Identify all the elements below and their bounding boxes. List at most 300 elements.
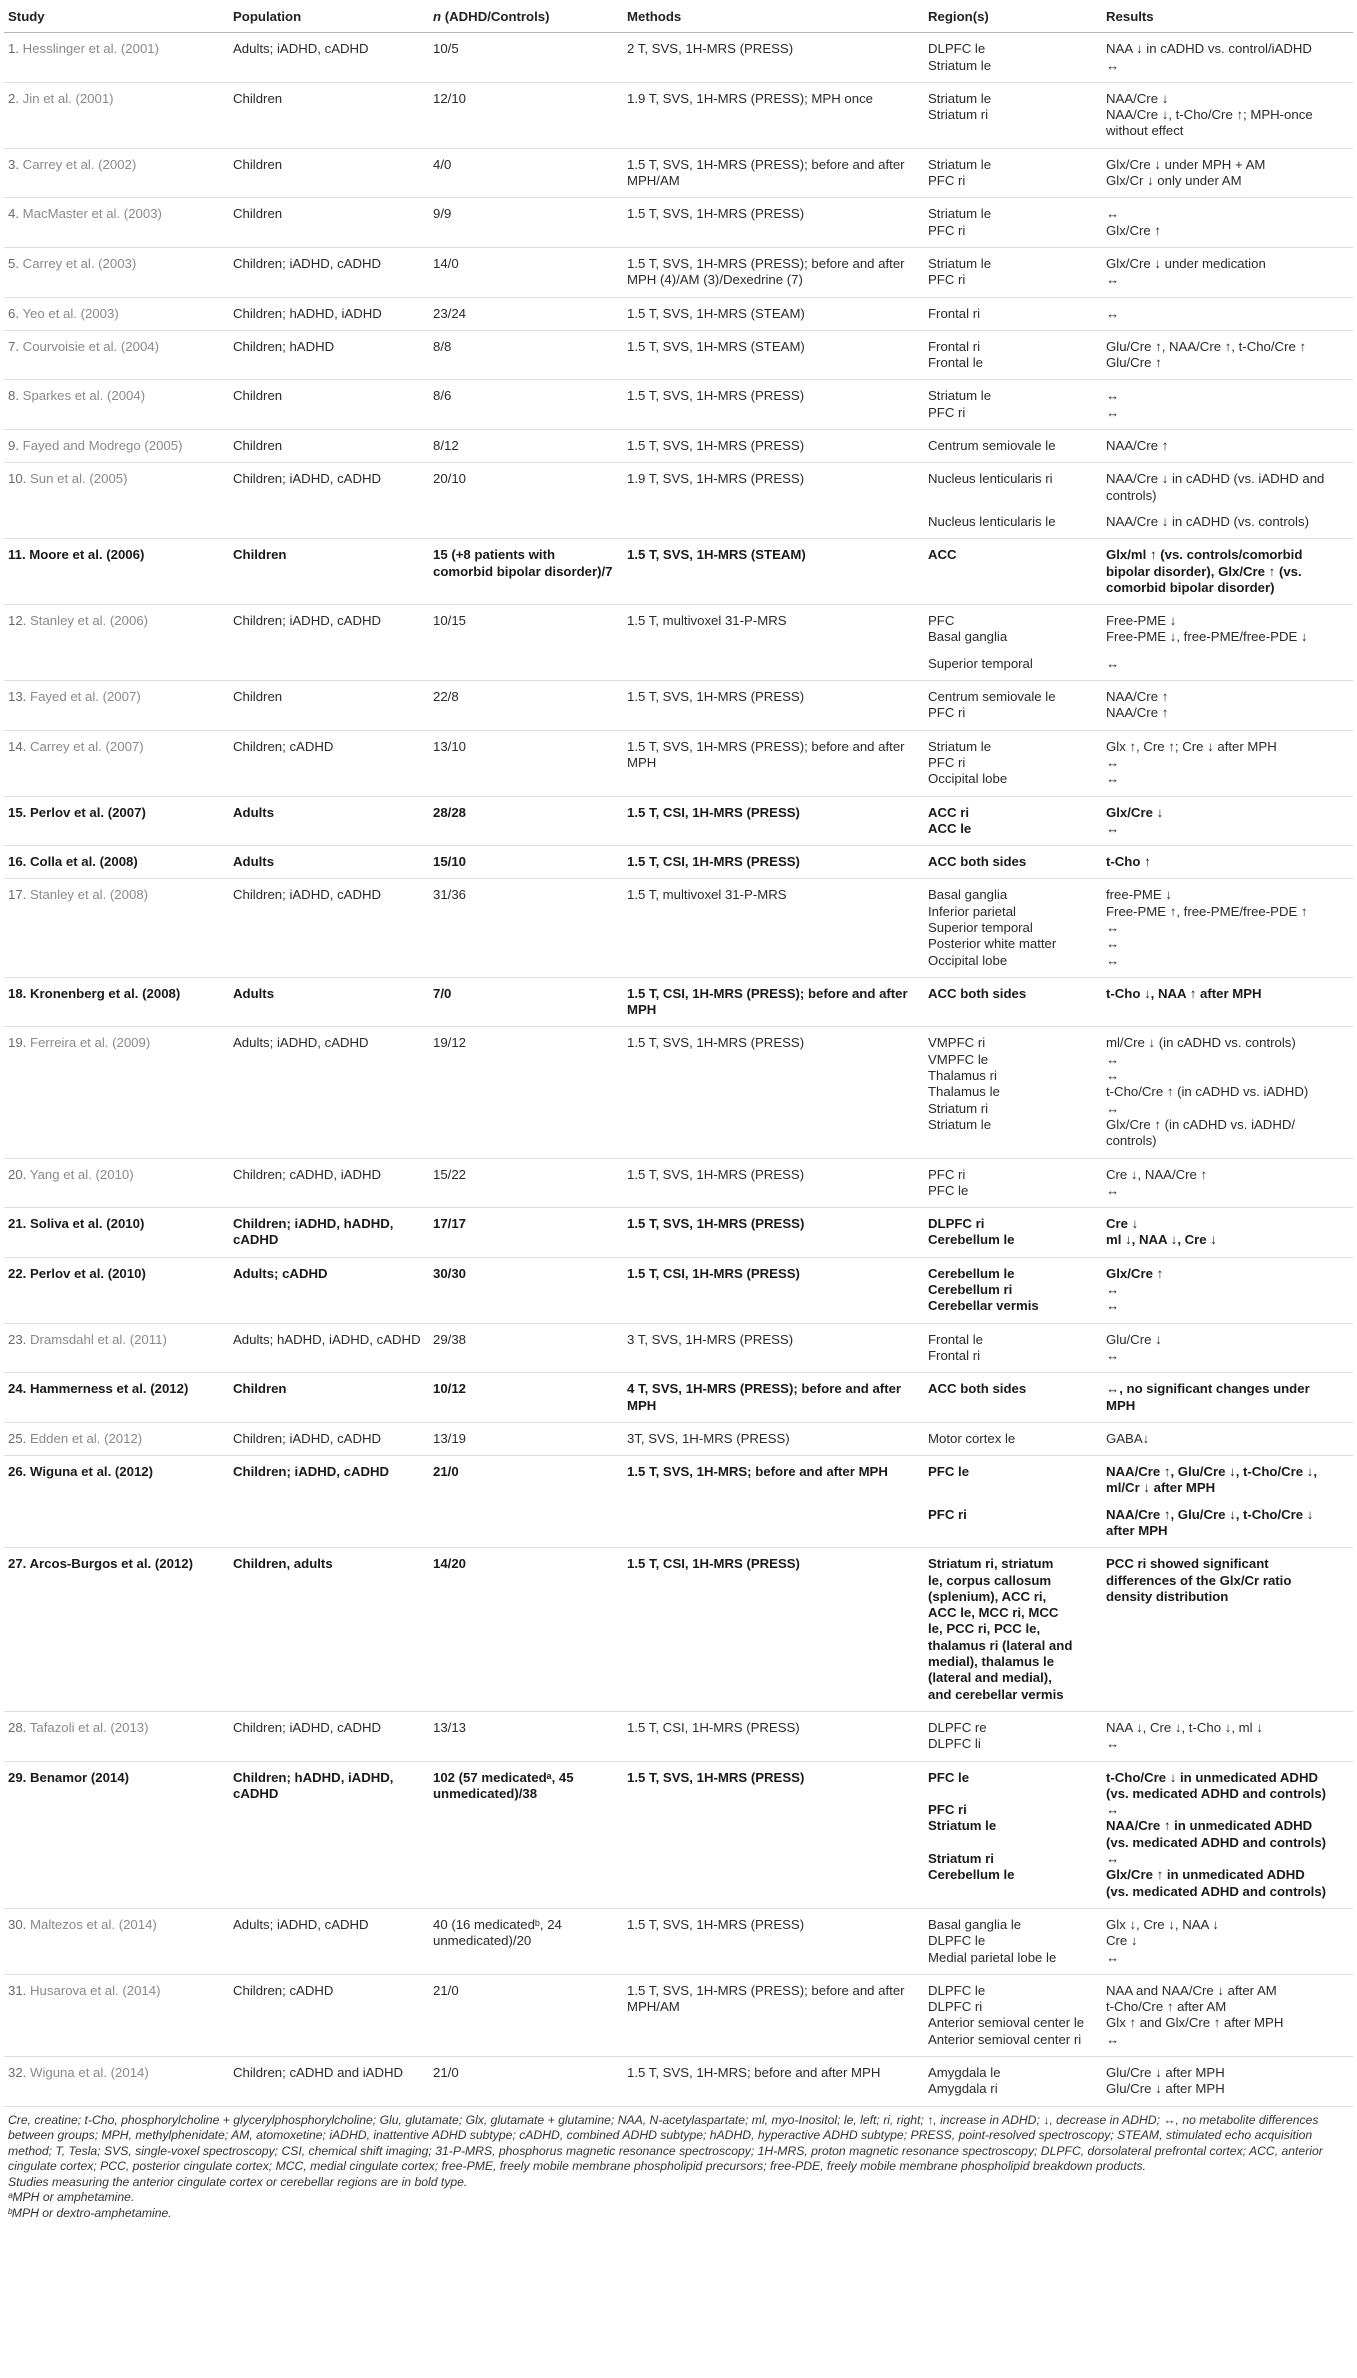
cell-results	[1102, 1257, 1353, 1323]
region-line: Superior temporal	[928, 919, 1033, 935]
table-row	[4, 82, 1353, 148]
region-line: ACC ri	[928, 804, 970, 820]
result-line: (vs. medicated ADHD and controls)	[1106, 1785, 1327, 1801]
result-line: Glx/Cre ↑ (in cADHD vs. iADHD/	[1106, 1116, 1296, 1132]
cell-methods: 1.9 T, SVS, 1H-MRS (PRESS)	[623, 463, 924, 539]
cell-study	[4, 2057, 229, 2107]
table-row	[4, 1761, 1353, 1908]
study-number: 24.	[8, 1381, 27, 1397]
result-line: ↔	[1106, 2031, 1120, 2047]
cell-regions	[924, 846, 1102, 879]
region-line: Cerebellar vermis	[928, 1298, 1039, 1314]
region-line: Frontal le	[928, 1331, 983, 1347]
result-line: NAA/Cre ↑ in unmedicated ADHD	[1106, 1818, 1313, 1834]
result-line: t-Cho ↓, NAA ↑ after MPH	[1106, 985, 1262, 1001]
cell-study	[4, 846, 229, 879]
cell-results	[1102, 539, 1353, 605]
region-line: Cerebellum le	[928, 1232, 1015, 1248]
region-line: Nucleus lenticularis le	[928, 513, 1056, 529]
cell-n: 102 (57 medicatedᵃ, 45 unmedicated)/38	[429, 1761, 623, 1908]
cell-population: Adults; hADHD, iADHD, cADHD	[229, 1323, 429, 1373]
cell-population: Adults; iADHD, cADHD	[229, 1027, 429, 1158]
study-number: 22.	[8, 1265, 27, 1281]
cell-results	[1102, 730, 1353, 796]
cell-regions	[924, 1711, 1102, 1761]
cell-population: Children; hADHD, iADHD	[229, 297, 429, 330]
result-line: (vs. medicated ADHD and controls)	[1106, 1883, 1327, 1899]
cell-n: 17/17	[429, 1208, 623, 1258]
cell-population: Adults	[229, 846, 429, 879]
study-number: 21.	[8, 1216, 27, 1232]
region-line: PFC ri	[928, 705, 966, 721]
cell-methods: 1.5 T, SVS, 1H-MRS (PRESS)	[623, 430, 924, 463]
study-name: Kronenberg et al. (2008)	[30, 985, 181, 1001]
cell-study	[4, 977, 229, 1027]
region-line: Striatum ri	[928, 107, 989, 123]
cell-n: 31/36	[429, 879, 623, 977]
study-name: Hesslinger et al. (2001)	[22, 41, 160, 57]
cell-methods: 3T, SVS, 1H-MRS (PRESS)	[623, 1422, 924, 1455]
region-line: Striatum le	[928, 90, 992, 106]
result-line: GABA↓	[1106, 1430, 1150, 1446]
study-number: 25.	[8, 1430, 27, 1446]
cell-n: 8/6	[429, 380, 623, 430]
cell-population: Adults; iADHD, cADHD	[229, 33, 429, 83]
result-line: ↔	[1106, 206, 1120, 222]
table-row	[4, 33, 1353, 83]
table-row	[4, 1323, 1353, 1373]
study-name: Maltezos et al. (2014)	[30, 1916, 157, 1932]
cell-regions	[924, 1208, 1102, 1258]
region-line: Cerebellum le	[928, 1265, 1015, 1281]
cell-results	[1102, 1422, 1353, 1455]
result-line: controls)	[1106, 487, 1157, 503]
result-line: ↔	[1106, 1182, 1120, 1198]
study-number: 30.	[8, 1916, 27, 1932]
cell-results	[1102, 2057, 1353, 2107]
cell-population: Children, adults	[229, 1548, 429, 1712]
region-line: DLPFC le	[928, 41, 986, 57]
result-line: Cre ↓, NAA/Cre ↑	[1106, 1166, 1208, 1182]
result-line: Glx ↑, Cre ↑; Cre ↓ after MPH	[1106, 738, 1277, 754]
region-line: Medial parietal lobe le	[928, 1949, 1057, 1965]
cell-methods: 1.5 T, SVS, 1H-MRS (STEAM)	[623, 539, 924, 605]
region-line: ACC le, MCC ri, MCC	[928, 1605, 1059, 1621]
cell-study	[4, 380, 229, 430]
cell-results	[1102, 380, 1353, 430]
region-line: PFC ri	[928, 222, 966, 238]
region-line: Striatum le	[928, 1818, 997, 1834]
region-line: PFC le	[928, 1464, 970, 1480]
result-line: NAA/Cre ↓, t-Cho/Cre ↑; MPH-once	[1106, 107, 1313, 123]
cell-methods: 1.5 T, SVS, 1H-MRS; before and after MPH	[623, 2057, 924, 2107]
cell-population: Children; iADHD, cADHD	[229, 879, 429, 977]
table-row	[4, 247, 1353, 297]
cell-results	[1102, 879, 1353, 977]
table-row	[4, 977, 1353, 1027]
region-line: Superior temporal	[928, 655, 1033, 671]
study-number: 7.	[8, 338, 19, 354]
cell-methods: 2 T, SVS, 1H-MRS (PRESS)	[623, 33, 924, 83]
region-line: Cerebellum le	[928, 1867, 1015, 1883]
study-number: 11.	[8, 547, 26, 563]
table-row	[4, 796, 1353, 846]
result-line: (vs. medicated ADHD and controls)	[1106, 1834, 1327, 1850]
study-number: 27.	[8, 1556, 27, 1572]
result-line: NAA and NAA/Cre ↓ after AM	[1106, 1982, 1277, 1998]
result-line: ↔	[1106, 1949, 1120, 1965]
table-row	[4, 148, 1353, 198]
result-line: Glx/Cr ↓ only under AM	[1106, 173, 1242, 189]
study-name: Stanley et al. (2006)	[30, 613, 149, 629]
study-name: Benamor (2014)	[30, 1769, 129, 1785]
study-number: 10.	[8, 471, 27, 487]
cell-n: 9/9	[429, 198, 623, 248]
region-line: ACC both sides	[928, 1381, 1027, 1397]
region-line: Striatum ri	[928, 1851, 994, 1867]
cell-population: Children; hADHD, iADHD, cADHD	[229, 1761, 429, 1908]
study-number: 9.	[8, 438, 19, 454]
result-line: PCC ri showed significant	[1106, 1556, 1269, 1572]
cell-results	[1102, 1761, 1353, 1908]
cell-population: Children; hADHD	[229, 330, 429, 380]
region-line: Thalamus le	[928, 1084, 1000, 1100]
region-line: Amygdala le	[928, 2065, 1001, 2081]
study-name: Ferreira et al. (2009)	[30, 1035, 151, 1051]
region-line: Striatum le	[928, 206, 992, 222]
region-line	[928, 1786, 1096, 1802]
cell-study	[4, 1456, 229, 1548]
region-line	[928, 1884, 1096, 1900]
cell-results	[1102, 1908, 1353, 1974]
result-line: NAA ↓ in cADHD vs. control/iADHD	[1106, 41, 1312, 57]
study-number: 8.	[8, 388, 19, 404]
region-line: Occipital lobe	[928, 952, 1008, 968]
cell-results	[1102, 148, 1353, 198]
result-line: Glx/Cre ↑	[1106, 1265, 1164, 1281]
table-row	[4, 463, 1353, 539]
cell-study	[4, 1974, 229, 2056]
table-row	[4, 681, 1353, 731]
cell-regions	[924, 380, 1102, 430]
result-line: Glu/Cre ↓ after MPH	[1106, 2065, 1225, 2081]
table-row	[4, 297, 1353, 330]
result-line: Cre ↓	[1106, 1933, 1138, 1949]
cell-results	[1102, 430, 1353, 463]
cell-methods: 1.5 T, SVS, 1H-MRS (PRESS)	[623, 198, 924, 248]
cell-methods: 1.5 T, CSI, 1H-MRS (PRESS)	[623, 846, 924, 879]
study-name: Courvoisie et al. (2004)	[22, 338, 160, 354]
region-line: PFC ri	[928, 1166, 966, 1182]
study-number: 5.	[8, 255, 19, 271]
result-line: comorbid bipolar disorder)	[1106, 579, 1275, 595]
result-line: free-PME ↓	[1106, 887, 1172, 903]
studies-table	[4, 0, 1353, 2107]
result-line: Glx/Cre ↓ under medication	[1106, 255, 1266, 271]
result-line: NAA/Cre ↑	[1106, 438, 1169, 454]
cell-n: 21/0	[429, 2057, 623, 2107]
study-name: Hammerness et al. (2012)	[30, 1381, 189, 1397]
cell-regions	[924, 198, 1102, 248]
study-name: Husarova et al. (2014)	[30, 1982, 161, 1998]
study-number: 13.	[8, 689, 27, 705]
study-name: Carrey et al. (2003)	[22, 255, 137, 271]
table-row	[4, 846, 1353, 879]
result-line: ↔, no significant changes under	[1106, 1381, 1310, 1397]
cell-methods: 1.5 T, SVS, 1H-MRS (PRESS); before and after MPH	[623, 730, 924, 796]
study-name: Jin et al. (2001)	[22, 90, 114, 106]
study-number: 32.	[8, 2065, 27, 2081]
study-number: 1.	[8, 41, 19, 57]
result-line: ↔	[1106, 1100, 1120, 1116]
region-line: Basal ganglia	[928, 629, 1008, 645]
result-line: ml ↓, NAA ↓, Cre ↓	[1106, 1232, 1217, 1248]
study-name: MacMaster et al. (2003)	[22, 206, 162, 222]
study-number: 12.	[8, 613, 27, 629]
study-name: Sun et al. (2005)	[30, 471, 128, 487]
study-number: 26.	[8, 1464, 27, 1480]
cell-methods: 1.5 T, SVS, 1H-MRS (PRESS); before and after MPH/AM	[623, 148, 924, 198]
result-line: Free-PME ↓, free-PME/free-PDE ↓	[1106, 629, 1308, 645]
cell-regions	[924, 1323, 1102, 1373]
cell-n: 29/38	[429, 1323, 623, 1373]
region-line: Striatum le	[928, 156, 992, 172]
cell-results	[1102, 977, 1353, 1027]
study-name: Dramsdahl et al. (2011)	[30, 1331, 167, 1347]
cell-n: 13/10	[429, 730, 623, 796]
cell-n: 8/8	[429, 330, 623, 380]
table-row	[4, 1908, 1353, 1974]
region-line: VMPFC le	[928, 1051, 989, 1067]
study-name: Fayed and Modrego (2005)	[22, 438, 183, 454]
cell-results	[1102, 681, 1353, 731]
region-line: DLPFC re	[928, 1719, 987, 1735]
region-line: PFC ri	[928, 1802, 967, 1818]
region-line: Anterior semioval center ri	[928, 2031, 1082, 2047]
cell-study	[4, 247, 229, 297]
cell-population: Children; iADHD, cADHD	[229, 605, 429, 681]
cell-population: Children	[229, 430, 429, 463]
result-line: NAA/Cre ↑	[1106, 705, 1169, 721]
n-value: 15 (+8 patients with comorbid bipolar disorder)/7	[433, 547, 613, 579]
result-line: t-Cho/Cre ↑ (in cADHD vs. iADHD)	[1106, 1084, 1309, 1100]
table-row	[4, 1257, 1353, 1323]
cell-n: 30/30	[429, 1257, 623, 1323]
result-line: ↔	[1106, 404, 1120, 420]
header-n-italic: n	[433, 9, 442, 24]
cell-n: 8/12	[429, 430, 623, 463]
region-line: Amygdala ri	[928, 2081, 998, 2097]
region-line: Cerebellum ri	[928, 1282, 1013, 1298]
cell-population: Children	[229, 82, 429, 148]
cell-study	[4, 1761, 229, 1908]
cell-study	[4, 730, 229, 796]
cell-population: Children	[229, 539, 429, 605]
table-row	[4, 879, 1353, 977]
cell-study	[4, 1208, 229, 1258]
region-line: PFC ri	[928, 173, 966, 189]
cell-n: 19/12	[429, 1027, 623, 1158]
region-line: Striatum ri	[928, 1100, 989, 1116]
cell-study	[4, 1257, 229, 1323]
cell-regions	[924, 730, 1102, 796]
region-line	[928, 1480, 1096, 1496]
result-line: Glu/Cre ↑, NAA/Cre ↑, t-Cho/Cre ↑	[1106, 338, 1307, 354]
result-line: ↔	[1106, 1068, 1120, 1084]
cell-methods: 1.5 T, CSI, 1H-MRS (PRESS)	[623, 796, 924, 846]
region-line: Frontal ri	[928, 338, 981, 354]
cell-regions	[924, 297, 1102, 330]
cell-results	[1102, 1323, 1353, 1373]
result-line: ml/Cre ↓ (in cADHD vs. controls)	[1106, 1035, 1296, 1051]
cell-study	[4, 1373, 229, 1423]
study-name: Arcos-Burgos et al. (2012)	[29, 1556, 193, 1572]
header-methods: Methods	[623, 0, 924, 33]
footnote-b: ᵇMPH or dextro-amphetamine.	[8, 2205, 172, 2220]
study-number: 20.	[8, 1166, 27, 1182]
result-line: ↔	[1106, 57, 1120, 73]
result-line: ↔	[1106, 820, 1120, 836]
cell-results	[1102, 297, 1353, 330]
region-line: (lateral and medial),	[928, 1670, 1052, 1686]
cell-regions	[924, 1974, 1102, 2056]
region-line: PFC	[928, 613, 955, 629]
cell-methods: 1.5 T, SVS, 1H-MRS (PRESS)	[623, 380, 924, 430]
region-line: VMPFC ri	[928, 1035, 986, 1051]
cell-results	[1102, 1456, 1353, 1548]
region-line: Basal ganglia le	[928, 1916, 1022, 1932]
result-line: ↔	[1106, 1051, 1120, 1067]
cell-methods: 1.9 T, SVS, 1H-MRS (PRESS); MPH once	[623, 82, 924, 148]
region-line: PFC ri	[928, 754, 966, 770]
table-body	[4, 33, 1353, 2106]
cell-regions	[924, 1027, 1102, 1158]
result-line: Free-PME ↓	[1106, 613, 1177, 629]
result-line: ↔	[1106, 305, 1120, 321]
result-line: Glu/Cre ↓	[1106, 1331, 1162, 1347]
cell-population: Children; iADHD, cADHD	[229, 247, 429, 297]
region-line: PFC le	[928, 1182, 969, 1198]
cell-population: Children	[229, 380, 429, 430]
cell-study	[4, 796, 229, 846]
result-line: NAA/Cre ↓ in cADHD (vs. iADHD and	[1106, 471, 1325, 487]
cell-regions	[924, 1422, 1102, 1455]
region-line: le, corpus callosum	[928, 1572, 1052, 1588]
cell-study	[4, 1422, 229, 1455]
cell-methods: 4 T, SVS, 1H-MRS (PRESS); before and after MPH	[623, 1373, 924, 1423]
region-line	[928, 488, 1096, 504]
region-line: Thalamus ri	[928, 1068, 997, 1084]
table-row	[4, 2057, 1353, 2107]
cell-regions	[924, 977, 1102, 1027]
study-number: 2.	[8, 90, 19, 106]
study-name: Wiguna et al. (2014)	[30, 2065, 149, 2081]
cell-n: 21/0	[429, 1974, 623, 2056]
cell-regions	[924, 463, 1102, 539]
cell-study	[4, 82, 229, 148]
study-number: 14.	[8, 738, 27, 754]
result-line: ↔	[1106, 655, 1120, 671]
region-line	[928, 1835, 1096, 1851]
cell-results	[1102, 33, 1353, 83]
cell-n: 22/8	[429, 681, 623, 731]
region-line: (splenium), ACC ri,	[928, 1588, 1047, 1604]
cell-population: Adults; cADHD	[229, 1257, 429, 1323]
study-number: 29.	[8, 1769, 27, 1785]
cell-methods: 1.5 T, CSI, 1H-MRS (PRESS)	[623, 1257, 924, 1323]
cell-regions	[924, 605, 1102, 681]
region-line: Centrum semiovale le	[928, 689, 1056, 705]
cell-n: 13/19	[429, 1422, 623, 1455]
cell-methods: 1.5 T, CSI, 1H-MRS (PRESS)	[623, 1711, 924, 1761]
region-line: ACC le	[928, 820, 972, 836]
cell-regions	[924, 33, 1102, 83]
cell-results	[1102, 463, 1353, 539]
study-name: Stanley et al. (2008)	[30, 887, 149, 903]
cell-population: Children	[229, 198, 429, 248]
result-line: Cre ↓	[1106, 1216, 1139, 1232]
footnote-abbreviations: Cre, creatine; t-Cho, phosphorylcholine + glycerylphosphorylcholine; Glu, glutamate; Glx, glutamate + glutamine; NAA, N-acetylaspartate; ml, myo-Inositol; le, left; ri, right; ↑, increase in ADHD; ↓, decrease in ADHD; ↔, no metabolite differences between groups; MPH, methylphenidate; AM, atomoxetine; iADHD, inattentive ADHD subtype; cADHD, combined ADHD subtype; hADHD, hyperactive ADHD subtype; PRESS, point-resolved spectroscopy; STEAM, stimulated echo acquisition method; T, Tesla; SVS, single-voxel spectroscopy; CSI, chemical shift imaging; 31-P-MRS, phosphorus magnetic resonance spectroscopy; 1H-MRS, proton magnetic resonance spectroscopy; DLPFC, dorsolateral prefrontal cortex; ACC, anterior cingulate cortex; PCC, posterior cingulate cortex; MCC, medial cingulate cortex; free-PME, freely mobile membrane phospholipid precursors; free-PDE, freely mobile membrane phospholipid breakdown products.	[8, 2112, 1323, 2174]
cell-study	[4, 33, 229, 83]
header-population: Population	[229, 0, 429, 33]
cell-regions	[924, 1761, 1102, 1908]
region-line: Striatum ri, striatum	[928, 1556, 1054, 1572]
region-line	[928, 1133, 1096, 1149]
study-name: Tafazoli et al. (2013)	[29, 1719, 149, 1735]
cell-population: Children; iADHD, cADHD	[229, 1422, 429, 1455]
result-line: Glx ↓, Cre ↓, NAA ↓	[1106, 1916, 1219, 1932]
cell-results	[1102, 1711, 1353, 1761]
table-row	[4, 1456, 1353, 1548]
table-row	[4, 1158, 1353, 1208]
cell-methods: 1.5 T, SVS, 1H-MRS; before and after MPH	[623, 1456, 924, 1548]
header-study: Study	[4, 0, 229, 33]
cell-study	[4, 681, 229, 731]
region-line: Frontal le	[928, 355, 983, 371]
cell-study	[4, 1711, 229, 1761]
table-row	[4, 605, 1353, 681]
result-line: controls)	[1106, 1133, 1157, 1149]
table-row	[4, 198, 1353, 248]
cell-n: 12/10	[429, 82, 623, 148]
table-row	[4, 430, 1353, 463]
cell-population: Children; iADHD, cADHD	[229, 463, 429, 539]
cell-n: 10/15	[429, 605, 623, 681]
region-line: ACC both sides	[928, 854, 1027, 870]
cell-regions	[924, 1548, 1102, 1712]
table-row	[4, 330, 1353, 380]
result-line: Glx/Cre ↑	[1106, 222, 1161, 238]
cell-regions	[924, 879, 1102, 977]
cell-methods: 1.5 T, SVS, 1H-MRS (PRESS)	[623, 681, 924, 731]
region-line: Striatum le	[928, 738, 992, 754]
cell-methods: 1.5 T, SVS, 1H-MRS (STEAM)	[623, 297, 924, 330]
cell-regions	[924, 681, 1102, 731]
cell-study	[4, 539, 229, 605]
result-line: differences of the Glx/Cr ratio	[1106, 1572, 1292, 1588]
region-line: PFC le	[928, 1769, 970, 1785]
result-line: ↔	[1106, 936, 1120, 952]
cell-population: Adults	[229, 796, 429, 846]
cell-population: Children	[229, 148, 429, 198]
result-line: after MPH	[1106, 1523, 1168, 1538]
result-line: Glu/Cre ↑	[1106, 355, 1162, 371]
region-line: Nucleus lenticularis ri	[928, 471, 1053, 487]
result-line: ↔	[1106, 1802, 1120, 1818]
cell-study	[4, 148, 229, 198]
region-line	[928, 123, 1096, 139]
cell-methods: 1.5 T, SVS, 1H-MRS (PRESS)	[623, 1761, 924, 1908]
